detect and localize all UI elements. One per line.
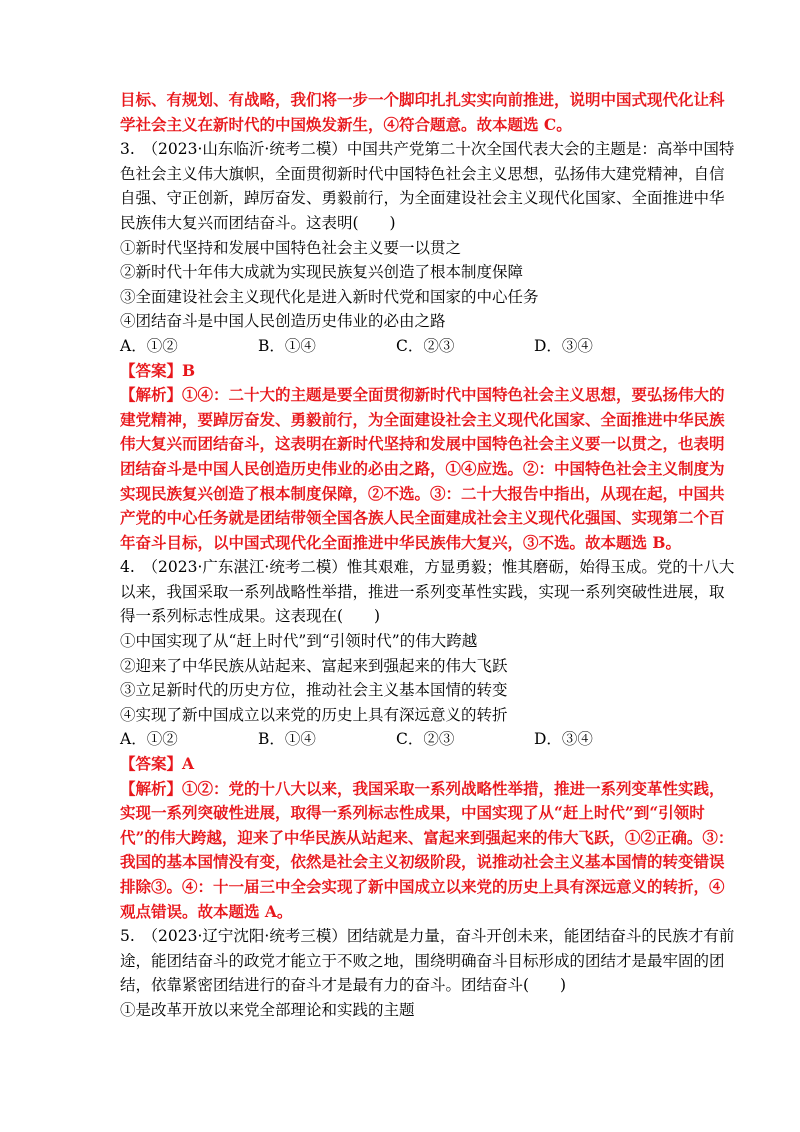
- analysis-line: 排除③。④：十一届三中全会实现了新中国成立以来党的历史上具有深远意义的转折，④: [120, 877, 725, 896]
- statement: ②新时代十年伟大成就为实现民族复兴创造了根本制度保障: [120, 263, 524, 282]
- statement: ①中国实现了从“赶上时代”到“引领时代”的伟大跨越: [120, 632, 478, 651]
- answer-options: [120, 727, 686, 752]
- option-d: D．③④: [534, 730, 593, 749]
- analysis-line: 代”的伟大跨越，迎来了中华民族从站起来、富起来到强起来的伟大飞跃，①②正确。③：: [120, 827, 734, 847]
- option-b: B．①④: [258, 730, 316, 749]
- question-stem-line: 4. （2023·广东湛江·统考二模）惟其艰难，方显勇毅；惟其磨砺，始得玉成。党的十八大: [120, 558, 735, 577]
- analysis-line: 实现一系列突破性进展，取得一系列标志性成果，中国实现了从“赶上时代”到“引领时: [120, 803, 705, 823]
- question-3: [120, 137, 735, 555]
- analysis-text: ①②：党的十八大以来，我国采取一系列战略性举措，推进一系列变革性实践，: [182, 778, 725, 798]
- analysis-line: 实现民族复兴创造了根本制度保障，②不选。③：二十大报告中指出，从现在起，中国共: [120, 483, 725, 503]
- question-stem-line: 民族伟大复兴而团结奋斗。这表明( ): [120, 213, 396, 232]
- analysis-line: [120, 777, 725, 802]
- option-b: B．①④: [258, 336, 316, 355]
- option-c: C．②③: [396, 730, 455, 749]
- analysis-line: 年奋斗目标，以中国式现代化全面推进中华民族伟大复兴，③不选。故本题选 B。: [120, 532, 681, 552]
- previous-analysis-tail: [120, 88, 725, 137]
- statement: ③全面建设社会主义现代化是进入新时代党和国家的中心任务: [120, 287, 539, 306]
- question-stem-line: 自强、守正创新，踔厉奋发、勇毅前行，为全面建设社会主义现代化国家、全面推进中华: [120, 189, 725, 208]
- analysis-line: 观点错误。故本题选 A。: [120, 901, 293, 921]
- analysis-label: 【解析】: [120, 385, 183, 405]
- answer-key: 【答案】A: [120, 754, 195, 774]
- question-stem-line: 3. （2023·山东临沂·统考二模）中国共产党第二十次全国代表大会的主题是：高举中国特: [120, 140, 735, 159]
- analysis-line: [120, 383, 725, 408]
- analysis-text: ①④：二十大的主题是要全面贯彻新时代中国特色社会主义思想，要弘扬伟大的: [182, 385, 725, 405]
- option-d: D．③④: [534, 336, 593, 355]
- analysis-line: 学社会主义在新时代的中国焕发新生，④符合题意。故本题选 C。: [120, 114, 572, 134]
- statement: ①是改革开放以来党全部理论和实践的主题: [120, 1000, 415, 1019]
- question-stem-line: 色社会主义伟大旗帜，全面贯彻新时代中国特色社会主义思想，弘扬伟大建党精神，自信: [120, 164, 725, 183]
- analysis-line: 伟大复兴而团结奋斗，这表明在新时代坚持和发展中国特色社会主义要一以贯之，也表明: [120, 434, 725, 454]
- option-c: C．②③: [396, 336, 455, 355]
- analysis-line: 建党精神，要踔厉奋发、勇毅前行，为全面建设社会主义现代化国家、全面推进中华民族: [120, 409, 725, 429]
- question-stem-line: 以来，我国采取一系列战略性举措，推进一系列变革性实践，实现一系列突破性进展，取: [120, 582, 725, 601]
- question-stem-line: 途，能团结奋斗的政党才能立于不败之地，围绕明确奋斗目标形成的团结才是最牢固的团: [120, 951, 725, 970]
- statement: ③立足新时代的历史方位，推动社会主义基本国情的转变: [120, 681, 508, 700]
- question-4: [120, 555, 735, 924]
- answer-key: 【答案】B: [120, 360, 196, 380]
- analysis-line: 我国的基本国情没有变，依然是社会主义初级阶段，说推动社会主义基本国情的转变错误: [120, 852, 725, 872]
- statement: ④实现了新中国成立以来党的历史上具有深远意义的转折: [120, 705, 508, 724]
- answer-options: [120, 334, 686, 359]
- question-stem-line: 得一系列标志性成果。这表现在( ): [120, 607, 381, 626]
- statement: ④团结奋斗是中国人民创造历史伟业的必由之路: [120, 312, 446, 331]
- analysis-line: 团结奋斗是中国人民创造历史伟业的必由之路，①④应选。②：中国特色社会主义制度为: [120, 458, 725, 478]
- question-stem-line: 5. （2023·辽宁沈阳·统考三模）团结就是力量，奋斗开创未来，能团结奋斗的民族才有前: [120, 927, 735, 946]
- statement: ②迎来了中华民族从站起来、富起来到强起来的伟大飞跃: [120, 656, 508, 675]
- statement: ①新时代坚持和发展中国特色社会主义要一以贯之: [120, 238, 462, 257]
- analysis-line: 目标、有规划、有战略，我们将一步一个脚印扎扎实实向前推进，说明中国式现代化让科: [120, 90, 725, 109]
- analysis-line: 产党的中心任务就是团结带领全国各族人民全面建成社会主义现代化强国、实现第二个百: [120, 508, 725, 528]
- question-5: [120, 924, 735, 1022]
- question-stem-line: 结，依靠紧密团结进行的奋斗才是最有力的奋斗。团结奋斗( ): [120, 976, 567, 995]
- option-a: A．①②: [120, 730, 178, 749]
- document-page: [120, 88, 735, 1023]
- analysis-label: 【解析】: [120, 778, 183, 798]
- option-a: A．①②: [120, 336, 178, 355]
